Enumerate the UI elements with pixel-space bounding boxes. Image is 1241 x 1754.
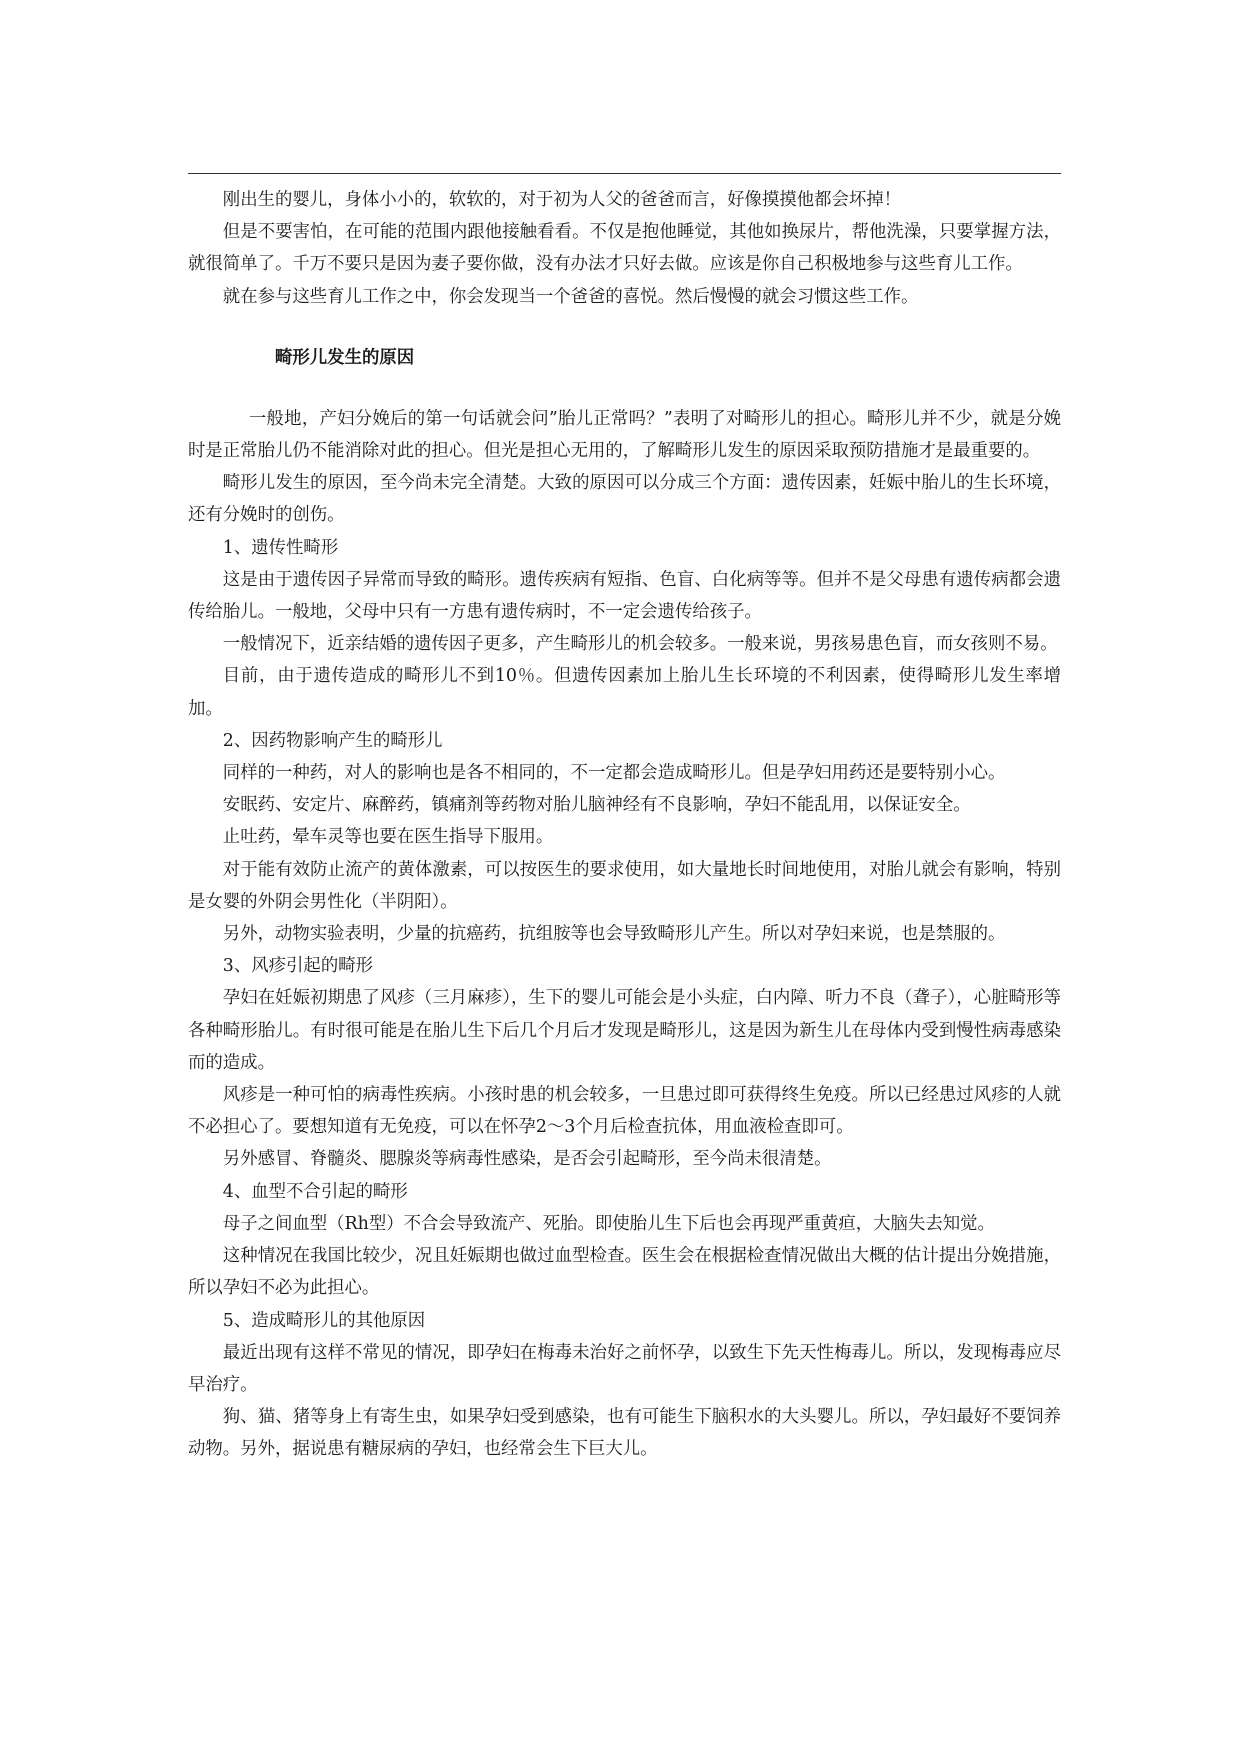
item-paragraph: 风疹是一种可怕的病毒性疾病。小孩时患的机会较多，一旦患过即可获得终生免疫。所以已经患过风疹的人就不必担心了。要想知道有无免疫，可以在怀孕2～3个月后检查抗体，用血液检查即可。 <box>188 1085 1061 1138</box>
item-heading: 5、造成畸形儿的其他原因 <box>222 1310 426 1331</box>
item-heading: 3、风疹引起的畸形 <box>222 956 373 977</box>
item-paragraph: 孕妇在妊娠初期患了风疹（三月麻疹），生下的婴儿可能会是小头症，白内障、听力不良（聋子），心脏畸形等各种畸形胎儿。有时很可能是在胎儿生下后几个月后才发现是畸形儿，这是因为新生儿在母体内受到慢性病毒感染而的造成。 <box>188 988 1061 1073</box>
item-paragraph: 对于能有效防止流产的黄体激素，可以按医生的要求使用，如大量地长时间地使用，对胎儿就会有影响，特别是女婴的外阴会男性化（半阴阳）。 <box>188 859 1061 912</box>
item-paragraph: 安眠药、安定片、麻醉药，镇痛剂等药物对胎儿脑神经有不良影响，孕妇不能乱用，以保证安全。 <box>222 795 971 816</box>
item-paragraph: 一般情况下，近亲结婚的遗传因子更多，产生畸形儿的机会较多。一般来说，男孩易患色盲，而女孩则不易。 <box>222 634 1058 655</box>
item-heading: 2、因药物影响产生的畸形儿 <box>222 730 443 751</box>
item-paragraph: 这是由于遗传因子异常而导致的畸形。遗传疾病有短指、色盲、白化病等等。但并不是父母患有遗传病都会遗传给胎儿。一般地，父母中只有一方患有遗传病时，不一定会遗传给孩子。 <box>188 569 1061 623</box>
section-lead-paragraph: 一般地，产妇分娩后的第一句话就会问”胎儿正常吗？”表明了对畸形儿的担心。畸形儿并不少，就是分娩时是正常胎儿仍不能消除对此的担心。但光是担心无用的，了解畸形儿发生的原因采取预防措施才是最重要的。 <box>188 408 1061 462</box>
item-paragraph: 狗、猫、猪等身上有寄生虫，如果孕妇受到感染，也有可能生下脑积水的大头婴儿。所以，孕妇最好不要饲养动物。另外，据说患有糖尿病的孕妇，也经常会生下巨大儿。 <box>188 1407 1061 1460</box>
item-paragraph: 目前，由于遗传造成的畸形儿不到10％。但遗传因素加上胎儿生长环境的不利因素，使得畸形儿发生率增加。 <box>188 666 1061 719</box>
intro-paragraph: 但是不要害怕，在可能的范围内跟他接触看看。不仅是抱他睡觉，其他如换尿片，帮他洗澡，只要掌握方法，就很简单了。千万不要只是因为妻子要你做，没有办法才只好去做。应该是你自己积极地参与这些育儿工作。 <box>188 222 1061 275</box>
item-paragraph: 母子之间血型（Rh型）不合会导致流产、死胎。即使胎儿生下后也会再现严重黄疸，大脑失去知觉。 <box>222 1213 995 1234</box>
header-rule <box>188 173 1061 174</box>
item-paragraph: 另外，动物实验表明，少量的抗癌药，抗组胺等也会导致畸形儿产生。所以对孕妇来说，也是禁服的。 <box>222 924 1006 945</box>
item-heading: 4、血型不合引起的畸形 <box>222 1181 408 1202</box>
item-paragraph: 另外感冒、脊髓炎、腮腺炎等病毒性感染，是否会引起畸形，至今尚未很清楚。 <box>222 1149 832 1170</box>
document-body <box>188 184 1061 1466</box>
intro-paragraph: 刚出生的婴儿，身体小小的，软软的，对于初为人父的爸爸而言，好像摸摸他都会坏掉！ <box>222 190 902 210</box>
section-overview-paragraph: 畸形儿发生的原因，至今尚未完全清楚。大致的原因可以分成三个方面：遗传因素，妊娠中胎儿的生长环境，还有分娩时的创伤。 <box>188 473 1061 526</box>
item-paragraph: 止吐药，晕车灵等也要在医生指导下服用。 <box>222 827 554 848</box>
item-heading: 1、遗传性畸形 <box>222 537 339 558</box>
item-paragraph: 这种情况在我国比较少，况且妊娠期也做过血型检查。医生会在根据检查情况做出大概的估计提出分娩措施，所以孕妇不必为此担心。 <box>188 1246 1061 1299</box>
intro-paragraph: 就在参与这些育儿工作之中，你会发现当一个爸爸的喜悦。然后慢慢的就会习惯这些工作。 <box>222 286 919 307</box>
section-title: 畸形儿发生的原因 <box>275 347 415 368</box>
item-paragraph: 同样的一种药，对人的影响也是各不相同的，不一定都会造成畸形儿。但是孕妇用药还是要特别小心。 <box>222 763 1006 784</box>
item-paragraph: 最近出现有这样不常见的情况，即孕妇在梅毒未治好之前怀孕，以致生下先天性梅毒儿。所以，发现梅毒应尽早治疗。 <box>188 1342 1061 1395</box>
